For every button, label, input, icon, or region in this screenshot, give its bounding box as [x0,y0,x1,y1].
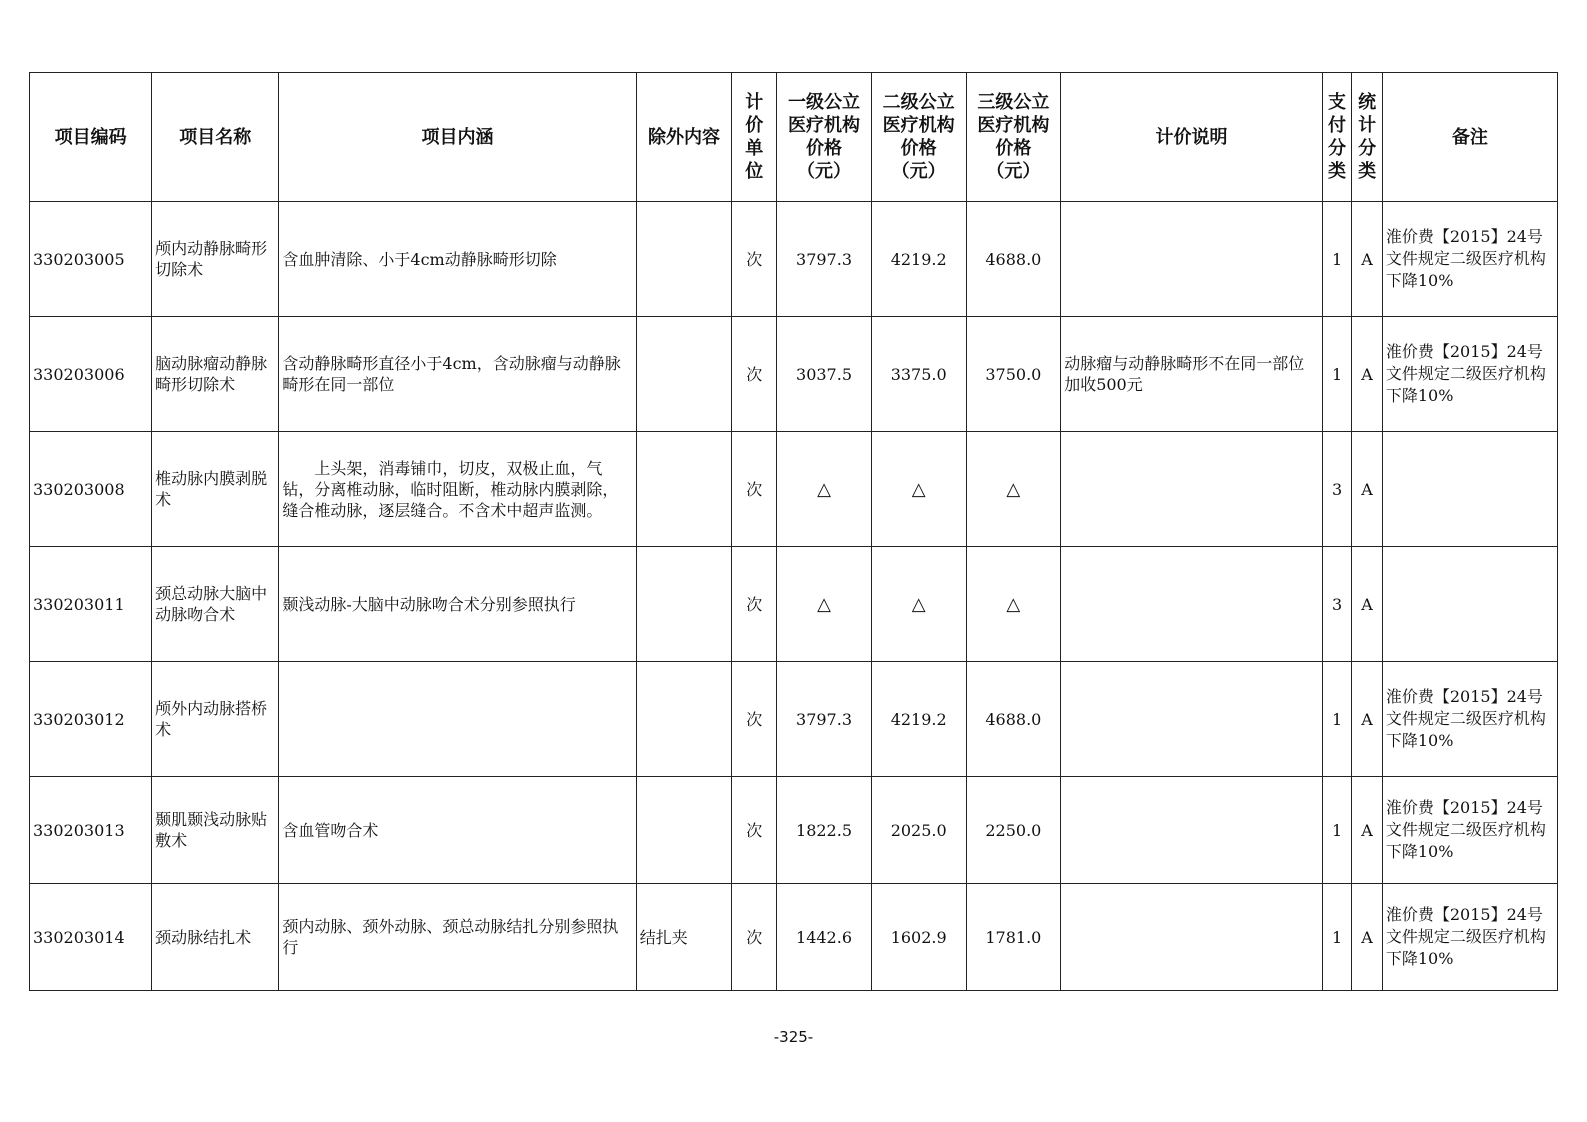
cell-excluded [636,432,732,547]
cell-code: 330203014 [30,884,152,991]
cell-pricing-note [1061,547,1323,662]
table-header [30,73,1558,202]
cell-price2: △ [871,432,966,547]
header-excluded: 除外内容 [636,73,732,202]
cell-pricing-note [1061,884,1323,991]
cell-remark: 淮价费【2015】24号文件规定二级医疗机构下降10% [1382,884,1557,991]
cell-pay-class: 1 [1322,777,1352,884]
cell-stat-class: A [1352,547,1383,662]
cell-price2: △ [871,547,966,662]
cell-excluded [636,202,732,317]
cell-name: 椎动脉内膜剥脱术 [152,432,279,547]
cell-price3: 4688.0 [966,202,1061,317]
cell-price3: 3750.0 [966,317,1061,432]
cell-remark: 淮价费【2015】24号文件规定二级医疗机构下降10% [1382,317,1557,432]
cell-content: 颈内动脉、颈外动脉、颈总动脉结扎分别参照执行 [279,884,636,991]
cell-name: 颞肌颞浅动脉贴敷术 [152,777,279,884]
cell-content: 含血管吻合术 [279,777,636,884]
cell-price2: 3375.0 [871,317,966,432]
cell-stat-class: A [1352,317,1383,432]
cell-code: 330203005 [30,202,152,317]
cell-unit: 次 [732,777,777,884]
cell-stat-class: A [1352,884,1383,991]
cell-name: 脑动脉瘤动静脉畸形切除术 [152,317,279,432]
cell-stat-class: A [1352,777,1383,884]
cell-unit: 次 [732,317,777,432]
cell-content: 上头架，消毒铺巾，切皮，双极止血，气钻，分离椎动脉，临时阻断，椎动脉内膜剥除，缝合椎动脉，逐层缝合。不含术中超声监测。 [279,432,636,547]
header-price1: 一级公立医疗机构价格（元） [777,73,872,202]
cell-code: 330203006 [30,317,152,432]
cell-content: 颞浅动脉-大脑中动脉吻合术分别参照执行 [279,547,636,662]
cell-remark: 淮价费【2015】24号文件规定二级医疗机构下降10% [1382,662,1557,777]
cell-content: 含血肿清除、小于4cm动静脉畸形切除 [279,202,636,317]
table-row [30,884,1558,991]
cell-unit: 次 [732,662,777,777]
cell-excluded [636,547,732,662]
table-row [30,547,1558,662]
cell-price1: △ [777,432,872,547]
cell-pay-class: 3 [1322,547,1352,662]
cell-price1: 3797.3 [777,202,872,317]
cell-unit: 次 [732,202,777,317]
table-row [30,777,1558,884]
cell-unit: 次 [732,432,777,547]
cell-price3: 1781.0 [966,884,1061,991]
header-code: 项目编码 [30,73,152,202]
header-content: 项目内涵 [279,73,636,202]
cell-name: 颈总动脉大脑中动脉吻合术 [152,547,279,662]
header-pay-class: 支付分类 [1322,73,1352,202]
cell-price2: 1602.9 [871,884,966,991]
cell-code: 330203008 [30,432,152,547]
header-stat-class: 统计分类 [1352,73,1383,202]
header-name: 项目名称 [152,73,279,202]
cell-excluded [636,777,732,884]
cell-unit: 次 [732,547,777,662]
price-table [29,72,1558,991]
cell-price1: △ [777,547,872,662]
cell-price3: 2250.0 [966,777,1061,884]
cell-stat-class: A [1352,432,1383,547]
cell-name: 颅内动静脉畸形切除术 [152,202,279,317]
cell-price3: △ [966,547,1061,662]
cell-stat-class: A [1352,662,1383,777]
cell-pricing-note: 动脉瘤与动静脉畸形不在同一部位加收500元 [1061,317,1323,432]
cell-pricing-note [1061,777,1323,884]
cell-excluded [636,317,732,432]
table-row [30,662,1558,777]
cell-pricing-note [1061,202,1323,317]
page-number: -325- [773,1028,814,1046]
cell-price1: 3037.5 [777,317,872,432]
cell-code: 330203012 [30,662,152,777]
cell-name: 颅外内动脉搭桥术 [152,662,279,777]
cell-price3: △ [966,432,1061,547]
cell-excluded [636,662,732,777]
cell-price2: 4219.2 [871,662,966,777]
cell-remark [1382,432,1557,547]
table-row [30,317,1558,432]
cell-excluded: 结扎夹 [636,884,732,991]
cell-remark: 淮价费【2015】24号文件规定二级医疗机构下降10% [1382,777,1557,884]
cell-pay-class: 1 [1322,317,1352,432]
table-row [30,432,1558,547]
cell-price3: 4688.0 [966,662,1061,777]
cell-pay-class: 3 [1322,432,1352,547]
table-row [30,202,1558,317]
cell-pricing-note [1061,432,1323,547]
header-pricing-note: 计价说明 [1061,73,1323,202]
header-price3: 三级公立医疗机构价格（元） [966,73,1061,202]
cell-code: 330203013 [30,777,152,884]
cell-price2: 2025.0 [871,777,966,884]
cell-remark: 淮价费【2015】24号文件规定二级医疗机构下降10% [1382,202,1557,317]
cell-pay-class: 1 [1322,884,1352,991]
cell-code: 330203011 [30,547,152,662]
cell-content [279,662,636,777]
cell-stat-class: A [1352,202,1383,317]
header-unit: 计价单位 [732,73,777,202]
cell-price1: 3797.3 [777,662,872,777]
cell-pay-class: 1 [1322,202,1352,317]
cell-price1: 1822.5 [777,777,872,884]
cell-pay-class: 1 [1322,662,1352,777]
cell-pricing-note [1061,662,1323,777]
cell-price2: 4219.2 [871,202,966,317]
cell-name: 颈动脉结扎术 [152,884,279,991]
cell-price1: 1442.6 [777,884,872,991]
cell-unit: 次 [732,884,777,991]
cell-content: 含动静脉畸形直径小于4cm，含动脉瘤与动静脉畸形在同一部位 [279,317,636,432]
cell-remark [1382,547,1557,662]
header-price2: 二级公立医疗机构价格（元） [871,73,966,202]
header-remark: 备注 [1382,73,1557,202]
